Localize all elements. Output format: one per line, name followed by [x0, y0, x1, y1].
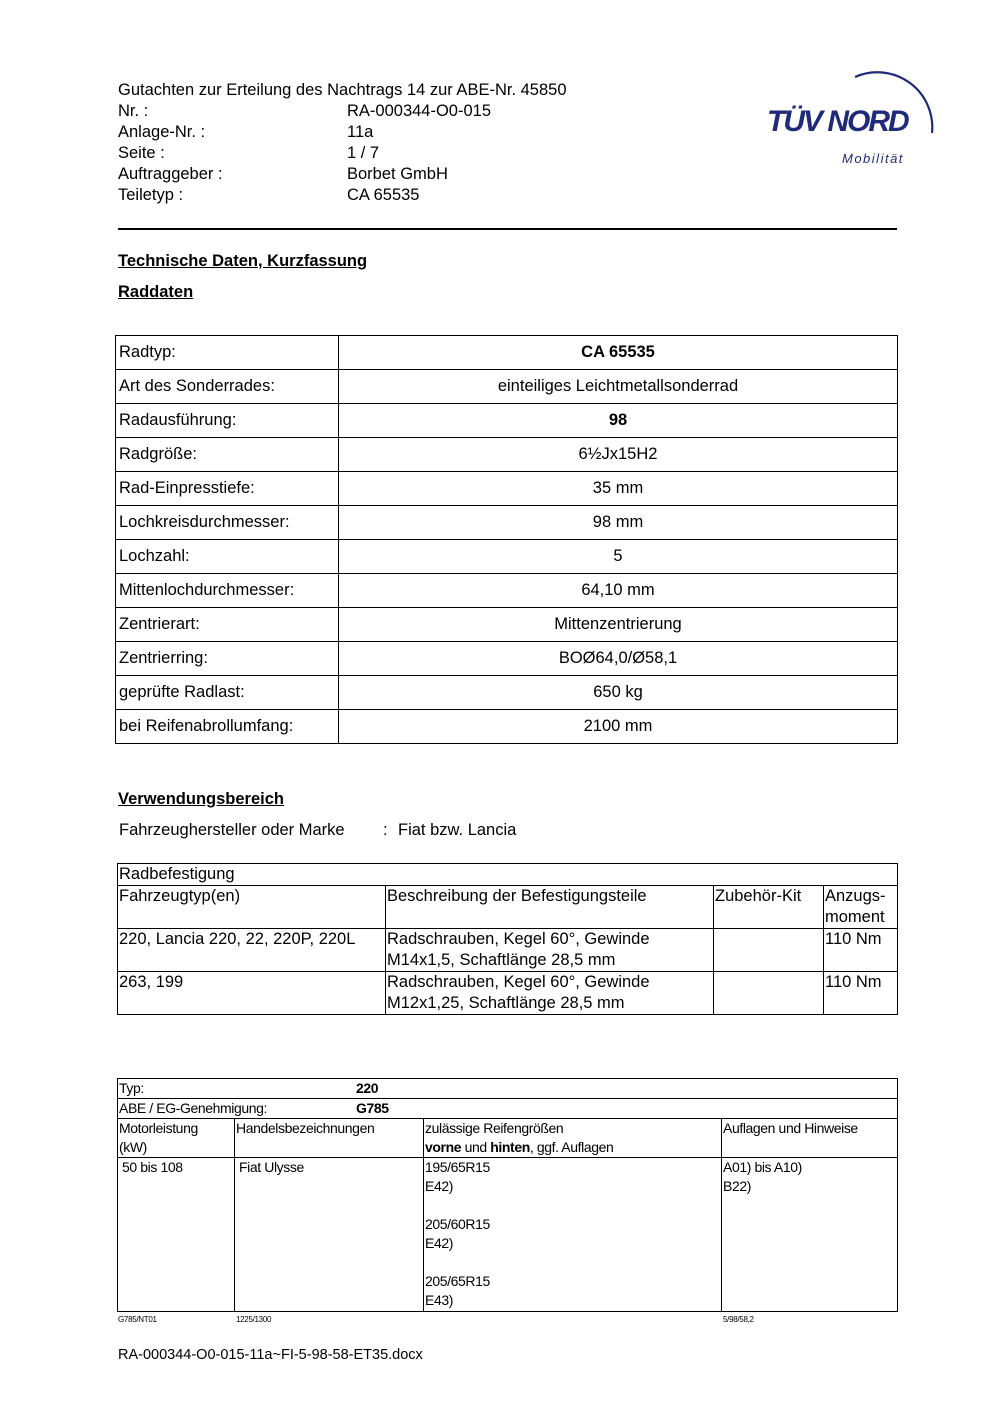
- hersteller-label: Fahrzeughersteller oder Marke: [119, 821, 345, 839]
- row-label: Zentrierring:: [116, 642, 339, 676]
- row-label: Radausführung:: [116, 404, 339, 438]
- table-title-row: [118, 864, 898, 886]
- auflagen-text: , ggf. Auflagen: [529, 1139, 614, 1155]
- field-label: Auftraggeber :: [118, 165, 223, 183]
- hinten-text: hinten: [490, 1139, 530, 1155]
- abe-cell: [118, 1099, 898, 1119]
- row-label: Mittenlochdurchmesser:: [116, 574, 339, 608]
- hersteller-separator: :: [383, 821, 388, 839]
- moment-cell: 110 Nm: [824, 929, 898, 972]
- row-value: BOØ64,0/Ø58,1: [339, 642, 898, 676]
- beschreibung-line: M12x1,25, Schaftlänge 28,5 mm: [387, 994, 625, 1012]
- auflagen-line: A01) bis A10): [723, 1159, 802, 1175]
- header-field-nr: [118, 101, 492, 122]
- motor-cell: 50 bis 108: [118, 1158, 235, 1312]
- field-label: Anlage-Nr. :: [118, 123, 206, 141]
- table-row: [116, 574, 898, 608]
- table-row: [118, 972, 898, 1015]
- row-label: Rad-Einpresstiefe:: [116, 472, 339, 506]
- row-value: 64,10 mm: [339, 574, 898, 608]
- typ-cell: [118, 1079, 898, 1099]
- header-divider: [118, 228, 897, 230]
- header-field-seite: [118, 143, 380, 164]
- reifen-note: E43): [425, 1292, 453, 1308]
- reifen-note: E42): [425, 1235, 453, 1251]
- row-label: Zentrierart:: [116, 608, 339, 642]
- header-line: moment: [825, 908, 885, 926]
- beschreibung-line: Radschrauben, Kegel 60°, Gewinde: [387, 973, 650, 991]
- typ-table: [117, 1078, 898, 1312]
- row-value: 98: [339, 404, 898, 438]
- reifen-size: 205/60R15: [425, 1216, 490, 1232]
- raddaten-heading: Raddaten: [118, 283, 194, 301]
- table-row: [116, 438, 898, 472]
- row-label: bei Reifenabrollumfang:: [116, 710, 339, 744]
- field-value: 11a: [347, 123, 374, 141]
- row-value: CA 65535: [339, 336, 898, 370]
- kit-cell: [714, 972, 824, 1015]
- vorne-text: vorne: [425, 1139, 462, 1155]
- row-value: Mittenzentrierung: [339, 608, 898, 642]
- row-label: Art des Sonderrades:: [116, 370, 339, 404]
- header-line: [425, 1138, 720, 1157]
- beschreibung-line: Radschrauben, Kegel 60°, Gewinde: [387, 930, 650, 948]
- radbefestigung-table: [117, 863, 898, 1015]
- code-left: G785/NT01: [118, 1315, 157, 1324]
- table-row: [116, 710, 898, 744]
- table-row: [116, 404, 898, 438]
- row-value: 6½Jx15H2: [339, 438, 898, 472]
- abe-row: [118, 1099, 898, 1119]
- table-row: [116, 472, 898, 506]
- beschreibung-cell: [386, 972, 714, 1015]
- header-line: zulässige Reifengrößen: [425, 1120, 564, 1136]
- row-label: Lochkreisdurchmesser:: [116, 506, 339, 540]
- kit-cell: [714, 929, 824, 972]
- fahrzeugtypen-cell: 220, Lancia 220, 22, 220P, 220L: [118, 929, 386, 972]
- section-title: Technische Daten, Kurzfassung: [118, 252, 368, 270]
- verwendungsbereich-heading: Verwendungsbereich: [118, 790, 284, 808]
- table-row: [116, 642, 898, 676]
- und-text: und: [461, 1139, 491, 1155]
- table-row: [116, 370, 898, 404]
- row-label: Lochzahl:: [116, 540, 339, 574]
- field-label: Nr. :: [118, 102, 149, 120]
- row-value: 35 mm: [339, 472, 898, 506]
- row-value: einteiliges Leichtmetallsonderrad: [339, 370, 898, 404]
- header-line: Motorleistung: [119, 1120, 198, 1136]
- spacer: [425, 1196, 720, 1215]
- col-header-reifen: [424, 1119, 722, 1158]
- hersteller-line: [119, 821, 517, 840]
- reifen-cell: [424, 1158, 722, 1312]
- row-value: 98 mm: [339, 506, 898, 540]
- document-title: Gutachten zur Erteilung des Nachtrags 14 zur ABE-Nr. 45850: [118, 81, 567, 99]
- row-label: Radtyp:: [116, 336, 339, 370]
- row-value: 650 kg: [339, 676, 898, 710]
- header-line: (kW): [119, 1139, 147, 1155]
- auflagen-cell: [722, 1158, 898, 1312]
- reifen-size: 205/65R15: [425, 1273, 490, 1289]
- col-header-motor: [118, 1119, 235, 1158]
- typ-value: 220: [356, 1080, 379, 1096]
- header-field-auftraggeber: [118, 164, 448, 185]
- beschreibung-line: M14x1,5, Schaftlänge 28,5 mm: [387, 951, 616, 969]
- hersteller-value: Fiat bzw. Lancia: [398, 821, 517, 839]
- moment-cell: 110 Nm: [824, 972, 898, 1015]
- beschreibung-cell: [386, 929, 714, 972]
- table-row: [116, 608, 898, 642]
- fahrzeugtypen-cell: 263, 199: [118, 972, 386, 1015]
- table-row: [116, 336, 898, 370]
- typ-header-row: [118, 1119, 898, 1158]
- raddaten-table: [115, 335, 898, 744]
- field-label: Teiletyp :: [118, 186, 184, 204]
- table-row: [118, 929, 898, 972]
- typ-data-row: [118, 1158, 898, 1312]
- spacer: [425, 1253, 720, 1272]
- abe-value: G785: [356, 1100, 389, 1116]
- field-value: CA 65535: [347, 186, 420, 204]
- typ-label: Typ:: [119, 1080, 144, 1096]
- table-row: [116, 676, 898, 710]
- col-header-beschreibung: Beschreibung der Befestigungsteile: [386, 886, 714, 929]
- logo-brand: TÜV NORD: [767, 105, 908, 138]
- field-value: Borbet GmbH: [347, 165, 448, 183]
- col-header-auflagen: Auflagen und Hinweise: [722, 1119, 898, 1158]
- handel-cell: Fiat Ulysse: [235, 1158, 424, 1312]
- header-line: Anzugs-: [825, 887, 886, 905]
- typ-row: [118, 1079, 898, 1099]
- col-header-anzugsmoment: [824, 886, 898, 929]
- radbefestigung-title: Radbefestigung: [118, 864, 898, 886]
- abe-label: ABE / EG-Genehmigung:: [119, 1100, 268, 1116]
- table-header-row: [118, 886, 898, 929]
- code-mid: 1225/1300: [236, 1315, 272, 1324]
- row-value: 5: [339, 540, 898, 574]
- reifen-note: E42): [425, 1178, 453, 1194]
- tuv-nord-logo: [760, 55, 945, 175]
- col-header-handel: Handelsbezeichnungen: [235, 1119, 424, 1158]
- row-value: 2100 mm: [339, 710, 898, 744]
- table-row: [116, 506, 898, 540]
- row-label: geprüfte Radlast:: [116, 676, 339, 710]
- footer-filename: RA-000344-O0-015-11a~FI-5-98-58-ET35.docx: [118, 1347, 423, 1363]
- table-row: [116, 540, 898, 574]
- field-value: RA-000344-O0-015: [347, 102, 492, 120]
- header-field-anlage: [118, 122, 374, 143]
- code-right: 5/98/58,2: [723, 1315, 754, 1324]
- col-header-fahrzeugtyp: Fahrzeugtyp(en): [118, 886, 386, 929]
- logo-subtitle: Mobilität: [842, 151, 904, 166]
- col-header-zubehoer: Zubehör-Kit: [714, 886, 824, 929]
- header-field-teiletyp: [118, 185, 420, 206]
- row-label: Radgröße:: [116, 438, 339, 472]
- reifen-size: 195/65R15: [425, 1159, 490, 1175]
- field-value: 1 / 7: [347, 144, 380, 162]
- field-label: Seite :: [118, 144, 165, 162]
- auflagen-line: B22): [723, 1178, 751, 1194]
